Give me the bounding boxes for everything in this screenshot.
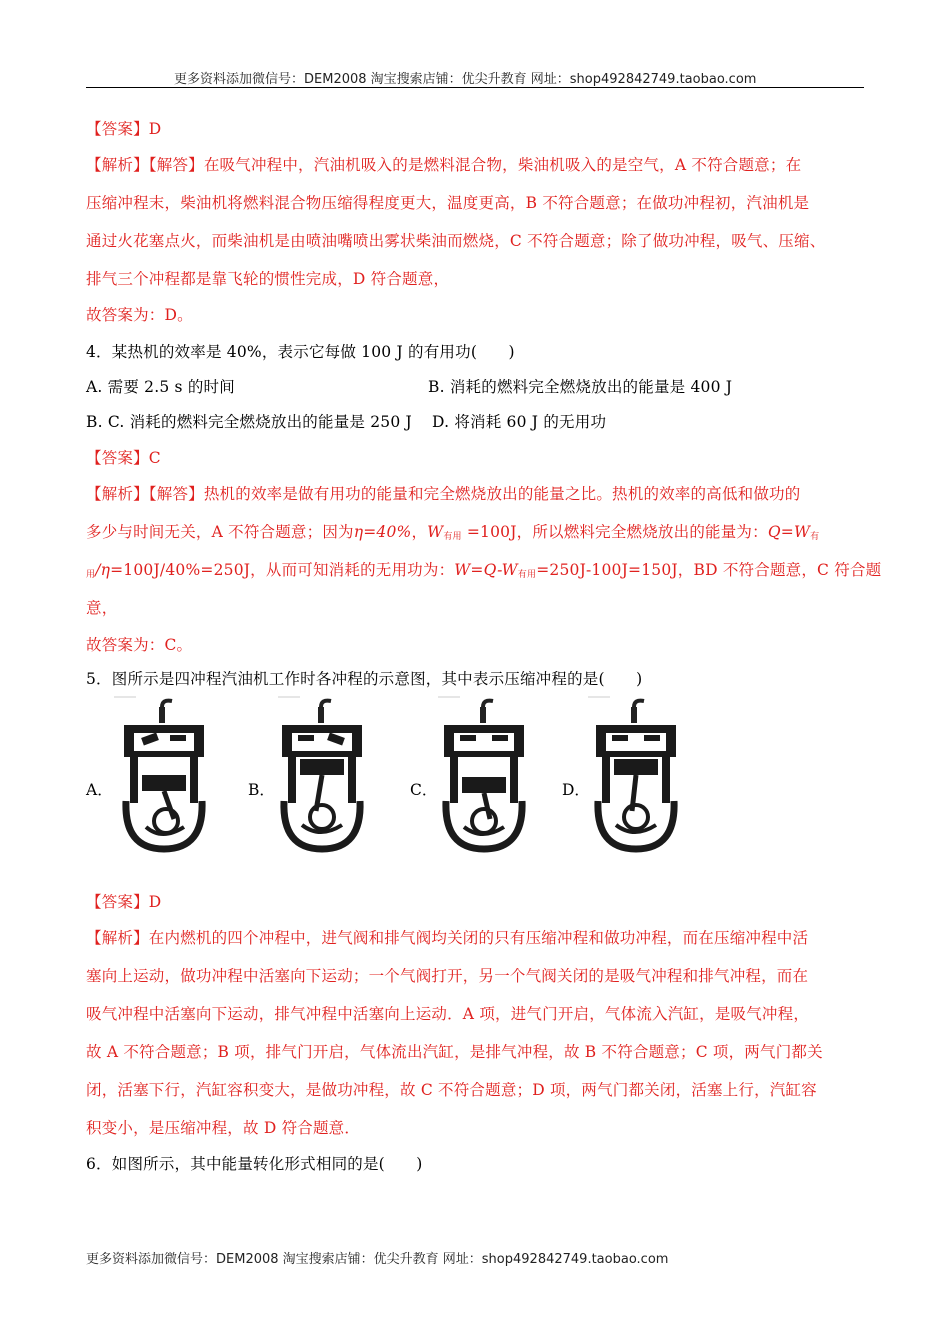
q3-analysis-line-4: 排气三个冲程都是靠飞轮的惯性完成，D 符合题意， — [86, 270, 450, 288]
q5-analysis-line-2: 塞向上运动，做功冲程中活塞向下运动；一个气阀打开，另一个气阀关闭的是吸气冲程和排气冲程，而在 — [86, 967, 809, 985]
q4-line2-text-c: =100J，所以燃料完全燃烧放出的能量为： — [461, 523, 768, 541]
q4-wqw-formula: W=Q-W — [454, 561, 518, 579]
engine-diagram-d — [584, 693, 688, 858]
q4-line3-subscript: 用 — [86, 570, 96, 580]
q4-stem: 4．某热机的效率是 40%，表示它每做 100 J 的有用功( ) — [86, 343, 515, 361]
engine-diagram-c — [432, 693, 536, 858]
q3-analysis-line-2: 压缩冲程末，柴油机将燃料混合物压缩得程度更大，温度更高，B 不符合题意；在做功冲程初，汽油机是 — [86, 194, 810, 212]
q5-analysis-line-3: 吸气冲程中活塞向下运动，排气冲程中活塞向上运动．A 项，进气门开启，气体流入汽缸，是吸气冲程， — [86, 1005, 810, 1023]
page-footer: 更多资料添加微信号：DEM2008 淘宝搜索店铺：优尖升教育 网址：shop492842749.taobao.com — [86, 1252, 669, 1267]
q4-option-b: B. 消耗的燃料完全燃烧放出的能量是 400 J — [428, 378, 733, 396]
q5-analysis-line-4: 故 A 不符合题意；B 项，排气门开启，气体流出汽缸，是排气冲程，故 B 不符合题意；C 项，两气门都关 — [86, 1043, 823, 1061]
q5-label-b: B． — [248, 781, 275, 799]
q6-stem: 6．如图所示，其中能量转化形式相同的是( ) — [86, 1155, 423, 1173]
q4-line3-eta: /η — [95, 561, 111, 579]
q5-analysis-line-5: 闭，活塞下行，汽缸容积变大，是做功冲程，故 C 不符合题意；D 项，两气门都关闭，活塞上行，汽缸容 — [86, 1081, 817, 1099]
q4-analysis-line-3 — [86, 558, 881, 580]
q4-option-a: A. 需要 2.5 s 的时间 — [86, 378, 235, 396]
q4-w-subscript: 有用 — [443, 532, 462, 542]
q4-analysis-line-1: 【解析】【解答】热机的效率是做有用功的能量和完全燃烧放出的能量之比。热机的效率的高低和做功的 — [86, 485, 801, 503]
q4-wqw-subscript: 有用 — [517, 570, 537, 580]
page-header: 更多资料添加微信号：DEM2008 淘宝搜索店铺：优尖升教育 网址：shop492842749.taobao.com — [174, 72, 757, 87]
q3-conclusion: 故答案为：D。 — [86, 306, 193, 324]
engine-diagram-a — [112, 693, 216, 858]
q4-line3-text-b: =100J/40%=250J，从而可知消耗的无用功为： — [110, 561, 455, 579]
engine-diagram-b — [270, 693, 374, 858]
q4-qw-subscript: 有 — [810, 532, 820, 542]
q4-line2-text-b: ， — [411, 523, 428, 541]
q3-analysis-line-1: 【解析】【解答】在吸气冲程中，汽油机吸入的是燃料混合物，柴油机吸入的是空气，A 不符合题意；在 — [86, 156, 802, 174]
header-rule — [86, 87, 864, 88]
q3-answer: 【答案】D — [86, 120, 162, 138]
q4-conclusion: 故答案为：C。 — [86, 636, 193, 654]
q5-stem: 5．图所示是四冲程汽油机工作时各冲程的示意图，其中表示压缩冲程的是( ) — [86, 670, 643, 688]
q4-option-d: D. 将消耗 60 J 的无用功 — [432, 413, 607, 431]
q4-analysis-line-4: 意， — [86, 599, 118, 617]
q4-line3-text-c: =250J-100J=150J，BD 不符合题意，C 符合题 — [536, 561, 882, 579]
q4-eta-value: η=40% — [353, 523, 412, 541]
q5-analysis-line-6: 积变小，是压缩冲程，故 D 符合题意． — [86, 1119, 361, 1137]
q5-label-a: A． — [86, 781, 113, 799]
q4-line2-text-a: 多少与时间无关，A 不符合题意；因为 — [86, 523, 354, 541]
q5-label-c: C． — [410, 781, 438, 799]
q4-answer: 【答案】C — [86, 449, 161, 467]
q4-qw-formula: Q=W — [767, 523, 811, 541]
q5-answer: 【答案】D — [86, 893, 162, 911]
q3-analysis-line-3: 通过火花塞点火，而柴油机是由喷油嘴喷出雾状柴油而燃烧，C 不符合题意；除了做功冲程，吸气、压缩、 — [86, 232, 826, 250]
q4-w-symbol: W — [427, 523, 444, 541]
q4-option-c: B. C. 消耗的燃料完全燃烧放出的能量是 250 J — [86, 413, 412, 431]
q4-analysis-line-2 — [86, 520, 819, 542]
q5-analysis-line-1: 【解析】在内燃机的四个冲程中，进气阀和排气阀均关闭的只有压缩冲程和做功冲程，而在压缩冲程中活 — [86, 929, 809, 947]
q5-label-d: D． — [562, 781, 590, 799]
